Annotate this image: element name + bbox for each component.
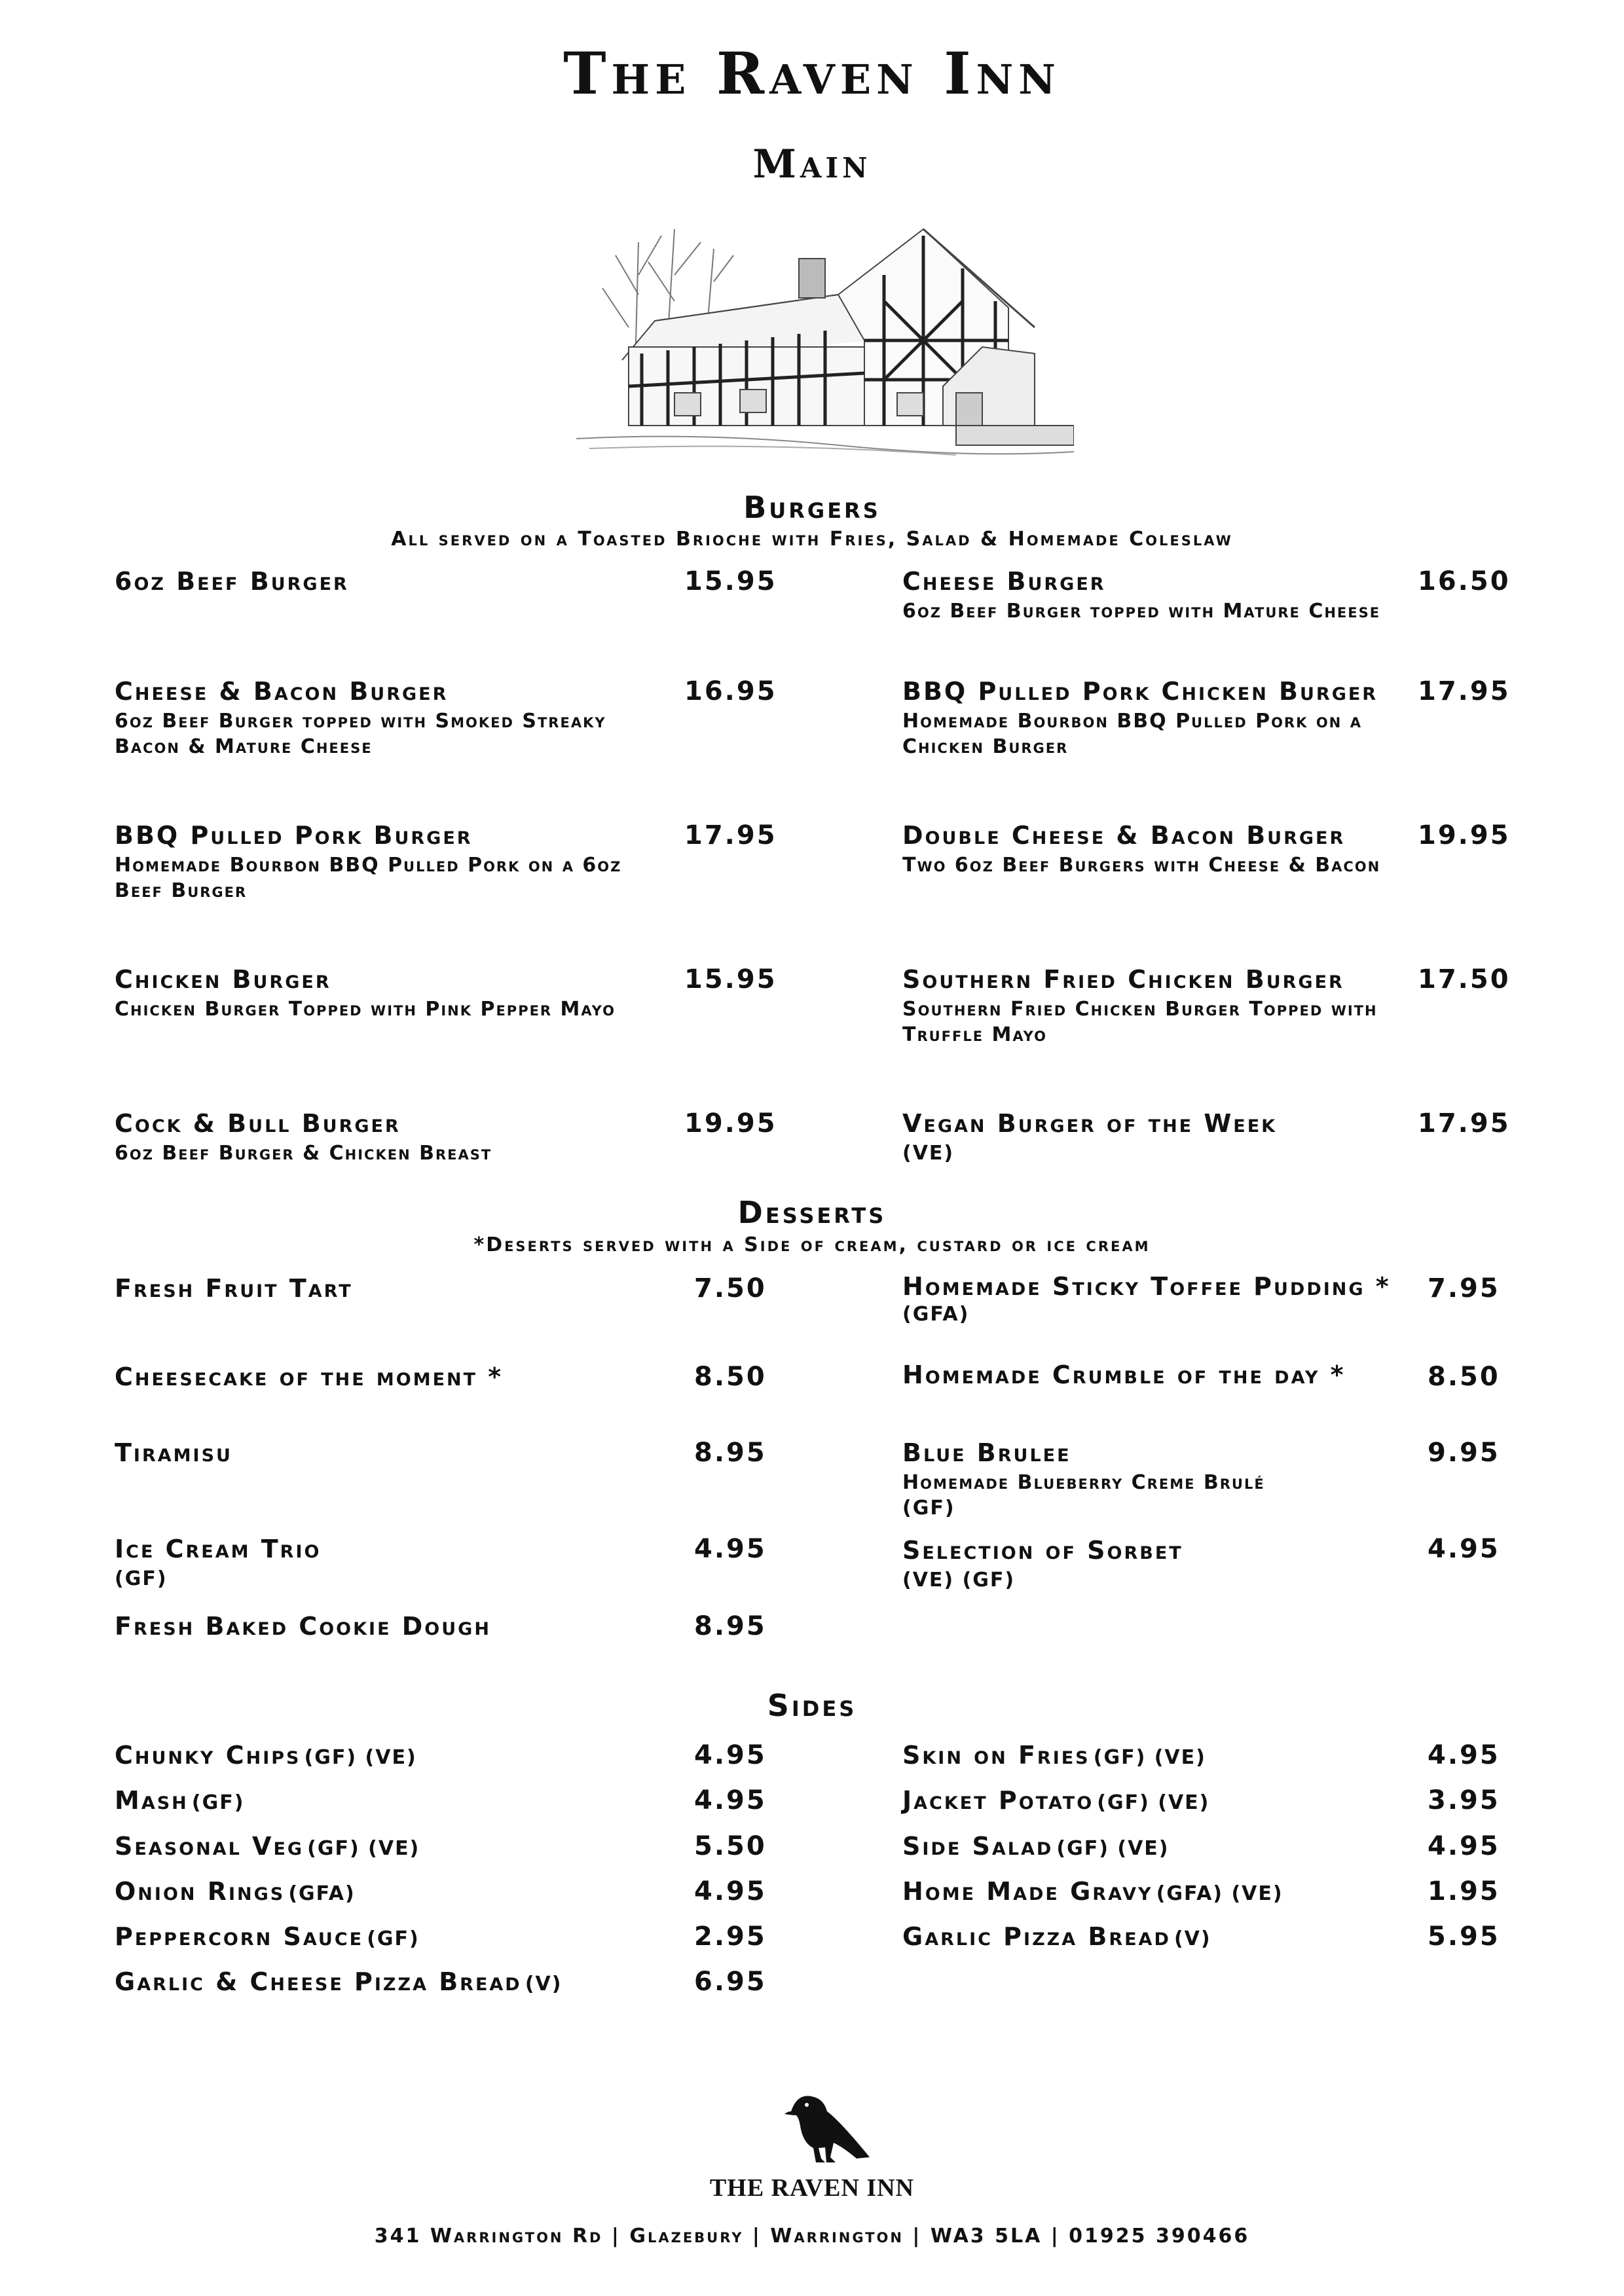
item-description: Chicken Burger Topped with Pink Pepper Mayo <box>115 998 616 1021</box>
item-price: 9.95 <box>1428 1438 1500 1468</box>
side-item <box>115 1783 638 1817</box>
item-price: 4.95 <box>1428 1534 1500 1564</box>
menu-item <box>115 1106 638 1166</box>
item-price: 4.95 <box>694 1876 767 1906</box>
item-dietary-tags: (GF) <box>191 1791 245 1814</box>
sides-heading: Sides <box>767 1688 857 1723</box>
item-price: 17.95 <box>684 820 777 850</box>
item-name: 6oz Beef Burger <box>115 567 349 596</box>
item-name: Skin on Fries <box>902 1741 1090 1770</box>
item-name: Blue Brulee <box>902 1438 1071 1467</box>
desserts-heading: Desserts <box>737 1195 887 1230</box>
item-price: 4.95 <box>1428 1740 1500 1770</box>
item-name: Tiramisu <box>115 1438 232 1467</box>
side-item <box>902 1738 1400 1772</box>
item-name: Chunky Chips <box>115 1741 301 1770</box>
item-dietary-tags: (GFA) (VE) <box>1156 1882 1283 1905</box>
item-name: Homemade Sticky Toffee Pudding * <box>902 1272 1391 1301</box>
item-price: 17.50 <box>1418 964 1511 994</box>
item-price: 8.50 <box>1428 1362 1500 1392</box>
item-name: Southern Fried Chicken Burger <box>902 965 1344 994</box>
item-price: 8.95 <box>694 1611 767 1641</box>
item-price: 3.95 <box>1428 1785 1500 1815</box>
item-dietary-tags: (GF) (VE) <box>307 1837 420 1860</box>
menu-item <box>902 1106 1400 1166</box>
item-description: Homemade Blueberry Creme Brulé <box>902 1471 1265 1494</box>
menu-item <box>115 674 638 759</box>
side-item <box>115 1874 638 1908</box>
item-dietary-tags: (GF) (VE) <box>1056 1837 1170 1860</box>
item-description: 6oz Beef Burger & Chicken Breast <box>115 1142 492 1165</box>
item-name: Home Made Gravy <box>902 1877 1153 1906</box>
item-description: (VE) (GF) <box>902 1569 1016 1592</box>
desserts-note: *Deserts served with a Side of cream, custard or ice cream <box>473 1233 1151 1256</box>
item-price: 4.95 <box>1428 1831 1500 1861</box>
item-description: 6oz Beef Burger topped with Smoked Streaky Bacon & Mature Cheese <box>115 710 606 758</box>
item-name: Jacket Potato <box>902 1786 1094 1815</box>
item-name: Cock & Bull Burger <box>115 1109 401 1138</box>
side-item <box>115 1920 638 1954</box>
item-dietary-tags: (GF) (VE) <box>1097 1791 1210 1814</box>
menu-item <box>115 564 638 598</box>
item-price: 4.95 <box>694 1534 767 1564</box>
item-description: (GF) <box>115 1567 168 1590</box>
item-name: Chicken Burger <box>115 965 331 994</box>
burgers-note: All served on a Toasted Brioche with Fries, Salad & Homemade Coleslaw <box>391 528 1233 551</box>
item-price: 7.50 <box>694 1273 767 1303</box>
menu-item <box>902 962 1400 1048</box>
item-name: Onion Rings <box>115 1877 286 1906</box>
item-price: 19.95 <box>684 1108 777 1139</box>
item-description: (GFA) <box>902 1303 970 1326</box>
menu-item <box>115 818 638 903</box>
item-description: Two 6oz Beef Burgers with Cheese & Bacon <box>902 854 1381 877</box>
item-description: (VE) <box>902 1142 955 1165</box>
item-dietary-tags: (V) <box>525 1973 563 1995</box>
pub-illustration <box>576 196 1074 471</box>
item-price: 17.95 <box>1418 1108 1511 1139</box>
item-price: 15.95 <box>684 964 777 994</box>
menu-item <box>902 1533 1400 1593</box>
menu-title: The Raven Inn <box>563 39 1061 107</box>
item-price: 16.50 <box>1418 566 1511 596</box>
item-name: BBQ Pulled Pork Chicken Burger <box>902 677 1378 706</box>
item-price: 16.95 <box>684 676 777 706</box>
item-name: Selection of Sorbet <box>902 1536 1183 1565</box>
item-price: 5.50 <box>694 1831 767 1861</box>
item-price: 2.95 <box>694 1922 767 1952</box>
item-description: Homemade Bourbon BBQ Pulled Pork on a 6oz Beef Burger <box>115 854 622 902</box>
item-price: 4.95 <box>694 1740 767 1770</box>
menu-item <box>902 674 1400 759</box>
item-name: Side Salad <box>902 1832 1054 1861</box>
menu-item <box>902 1360 1400 1390</box>
side-item <box>902 1920 1400 1954</box>
item-dietary-tags: (GF) (VE) <box>1093 1746 1206 1769</box>
item-price: 4.95 <box>694 1785 767 1815</box>
burgers-heading: Burgers <box>743 490 881 525</box>
item-name: Garlic Pizza Bread <box>902 1922 1171 1951</box>
item-name: Fresh Fruit Tart <box>115 1274 353 1303</box>
raven-logo-icon <box>778 2085 876 2170</box>
item-name: Mash <box>115 1786 189 1815</box>
item-name: Double Cheese & Bacon Burger <box>902 821 1346 850</box>
side-item <box>902 1874 1400 1908</box>
item-description: Homemade Bourbon BBQ Pulled Pork on a Chicken Burger <box>902 710 1362 758</box>
side-item <box>902 1829 1400 1863</box>
item-description: 6oz Beef Burger topped with Mature Cheese <box>902 600 1381 623</box>
item-price: 6.95 <box>694 1967 767 1997</box>
item-name: Cheese Burger <box>902 567 1106 596</box>
item-name: Peppercorn Sauce <box>115 1922 364 1951</box>
item-name: Garlic & Cheese Pizza Bread <box>115 1967 522 1996</box>
item-price: 1.95 <box>1428 1876 1500 1906</box>
menu-item <box>115 1360 638 1394</box>
menu-item <box>115 1436 638 1470</box>
side-item <box>115 1829 638 1863</box>
menu-item <box>902 564 1400 624</box>
item-price: 7.95 <box>1428 1273 1500 1303</box>
item-dietary-tags: (GFA) <box>288 1882 356 1905</box>
item-dietary-tags: (V) <box>1173 1927 1211 1950</box>
side-item <box>115 1738 638 1772</box>
item-name: Ice Cream Trio <box>115 1535 322 1563</box>
item-dietary-tag: (GF) <box>902 1497 955 1520</box>
menu-item <box>902 1271 1400 1327</box>
menu-item <box>115 1271 638 1305</box>
menu-item <box>115 1609 638 1643</box>
menu-item <box>115 1532 638 1592</box>
item-price: 8.95 <box>694 1438 767 1468</box>
menu-subtitle: Main <box>752 141 872 187</box>
side-item <box>902 1783 1400 1817</box>
item-dietary-tags: (GF) <box>367 1927 420 1950</box>
item-name: BBQ Pulled Pork Burger <box>115 821 473 850</box>
footer-address: 341 Warrington Rd | Glazebury | Warrington | WA3 5LA | 01925 390466 <box>374 2225 1250 2248</box>
menu-item <box>902 818 1400 878</box>
item-price: 17.95 <box>1418 676 1511 706</box>
item-price: 8.50 <box>694 1362 767 1392</box>
menu-item <box>902 1436 1400 1521</box>
menu-item <box>115 962 638 1022</box>
item-price: 15.95 <box>684 566 777 596</box>
item-price: 5.95 <box>1428 1922 1500 1952</box>
item-name: Homemade Crumble of the day * <box>902 1360 1346 1389</box>
item-name: Cheesecake of the moment * <box>115 1362 504 1391</box>
item-name: Vegan Burger of the Week <box>902 1109 1278 1138</box>
item-dietary-tags: (GF) (VE) <box>304 1746 417 1769</box>
item-name: Fresh Baked Cookie Dough <box>115 1612 491 1641</box>
side-item <box>115 1965 638 1999</box>
item-name: Seasonal Veg <box>115 1832 304 1861</box>
item-price: 19.95 <box>1418 820 1511 850</box>
footer-logo-text: THE RAVEN INN <box>709 2174 915 2202</box>
item-name: Cheese & Bacon Burger <box>115 677 449 706</box>
item-description: Southern Fried Chicken Burger Topped with Truffle Mayo <box>902 998 1378 1046</box>
